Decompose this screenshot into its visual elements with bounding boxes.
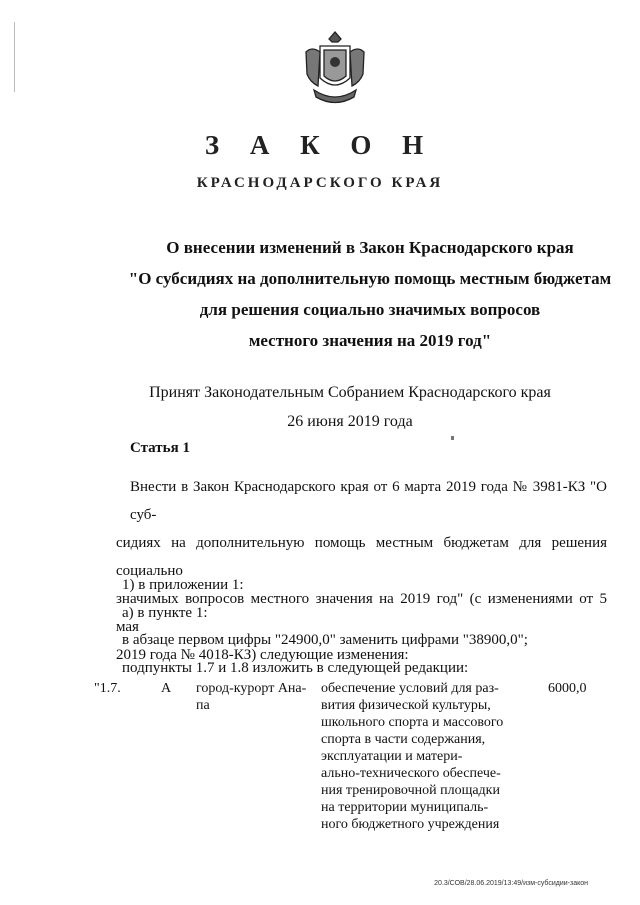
table-cell-amount: 6000,0 — [548, 681, 587, 696]
paragraph-line: Внести в Закон Краснодарского края от 6 марта 2019 года № 3981-КЗ "О суб- — [130, 479, 607, 523]
coat-of-arms-emblem — [302, 30, 368, 108]
list-item: 1) в приложении 1: — [122, 577, 244, 593]
list-item: в абзаце первом цифры "24900,0" заменить цифрами "38900,0"; — [122, 632, 528, 648]
scan-binding-line — [14, 22, 15, 92]
region-subtitle: КРАСНОДАРСКОГО КРАЯ — [196, 175, 444, 191]
table-cell-letter: А — [161, 681, 172, 696]
document-type-title: З А К О Н — [204, 130, 436, 160]
adoption-date: 26 июня 2019 года — [287, 413, 413, 430]
article-title: Статья 1 — [130, 440, 190, 456]
paragraph-line: сидиях на дополнительную помощь местным бюджетам для решения социально — [116, 535, 607, 579]
adoption-body: Принят Законодательным Собранием Краснодарского края — [149, 384, 551, 401]
table-cell-municipality: город-курорт Ана- па — [196, 681, 307, 713]
law-heading — [0, 232, 640, 356]
heading-line: "О субсидиях на дополнительную помощь местным бюджетам — [128, 269, 612, 288]
list-item: а) в пункте 1: — [122, 605, 208, 621]
paragraph-line: 2019 года № 4018-КЗ) следующие изменения: — [116, 647, 409, 663]
heading-line: местного значения на 2019 год" — [248, 331, 492, 350]
list-item: подпункты 1.7 и 1.8 изложить в следующей редакции: — [122, 660, 469, 676]
table-cell-purpose: обеспечение условий для раз- вития физической культуры, школьного спорта и массового спорта в части содержания, эксплуатации и матери- ально-технического обеспече- ния тренировочной площадки на территории муниципаль- ного бюджетного учреждения — [321, 681, 504, 832]
table-cell-number: "1.7. — [94, 681, 121, 696]
heading-line: для решения социально значимых вопросов — [199, 300, 541, 319]
paragraph-line: значимых вопросов местного значения на 2019 год" (с изменениями от 5 мая — [116, 591, 607, 635]
document-footer-code: 20.3/СОВ/28.06.2019/13:49/изм-субсидии-закон — [434, 880, 588, 887]
adoption-note — [0, 378, 640, 436]
heading-line: О внесении изменений в Закон Краснодарского края — [166, 238, 574, 257]
scan-speck — [451, 436, 454, 440]
